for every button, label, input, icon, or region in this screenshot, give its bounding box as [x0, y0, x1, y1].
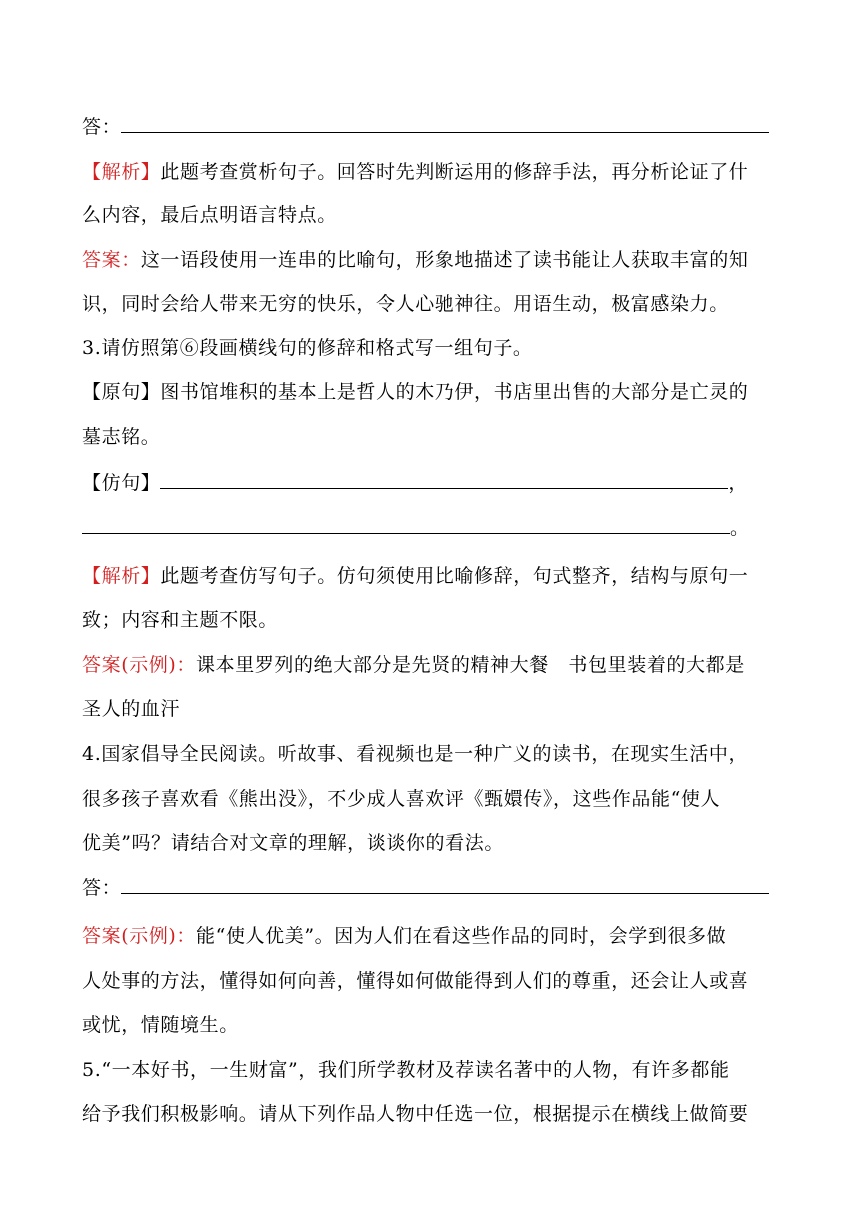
question-text: 5.“一本好书，一生财富”，我们所学教材及荐读名著中的人物，有许多都能: [82, 1059, 730, 1081]
question-text: 3.请仿照第⑥段画横线句的修辞和格式写一组句子。: [82, 337, 533, 359]
answer-key-line-1: [82, 246, 782, 274]
original-label: 【原句】: [82, 381, 161, 403]
answer-key-text: 识，同时会给人带来无穷的快乐，令人心驰神往。用语生动，极富感染力。: [82, 293, 729, 315]
analysis-label: 【解析】: [82, 565, 161, 587]
imitation-line-1: [82, 468, 782, 497]
imitation-comma: ，: [728, 472, 749, 494]
analysis-line-2: [82, 606, 782, 634]
question-5-line-2: [82, 1100, 782, 1128]
answer-key-line-1: [82, 651, 782, 679]
imitation-blank-lead: [160, 468, 178, 489]
question-text: 4.国家倡导全民阅读。听故事、看视频也是一种广义的读书，在现实生活中，: [82, 743, 749, 765]
analysis-label: 【解析】: [82, 161, 161, 183]
analysis-line-1: [82, 562, 782, 590]
answer-label: 答：: [82, 116, 122, 138]
answer-key-text: 这一语段使用一连串的比喻句，形象地描述了读书能让人获取丰富的知: [140, 249, 749, 271]
answer-blank[interactable]: [121, 112, 769, 133]
answer-key-text: 能“使人优美”。因为人们在看这些作品的同时，会学到很多做: [196, 925, 727, 947]
answer-key-label: 答案(示例)：: [82, 925, 197, 947]
question-4-line-3: [82, 829, 782, 857]
answer-key-line-2: [82, 967, 782, 995]
original-text: 图书馆堆积的基本上是哲人的木乃伊，书店里出售的大部分是亡灵的: [160, 381, 749, 403]
answer-key-text: 或忧，情随境生。: [82, 1014, 239, 1036]
original-line-2: [82, 423, 782, 451]
analysis-text: 此题考查赏析句子。回答时先判断运用的修辞手法，再分析论证了什: [160, 161, 749, 183]
original-text: 墓志铭。: [82, 426, 161, 448]
answer-key-label: 答案：: [82, 249, 141, 271]
answer-label: 答：: [82, 877, 122, 899]
question-4-line-1: [82, 740, 782, 768]
answer-key-line-1: [82, 922, 782, 950]
imitation-label: 【仿句】: [82, 472, 161, 494]
answer-line: [82, 112, 782, 141]
answer-key-text: 圣人的血汗: [82, 698, 181, 720]
analysis-line-2: [82, 201, 782, 229]
analysis-text: 么内容，最后点明语言特点。: [82, 204, 337, 226]
question-5-line-1: [82, 1056, 782, 1084]
analysis-line-1: [82, 158, 782, 186]
question-text: 很多孩子喜欢看《熊出没》，不少成人喜欢评《甄嬛传》，这些作品能“使人: [82, 788, 721, 810]
question-4-line-2: [82, 785, 782, 813]
question-text: 优美”吗？请结合对文章的理解，谈谈你的看法。: [82, 832, 504, 854]
original-line-1: [82, 378, 782, 406]
answer-key-text: 课本里罗列的绝大部分是先贤的精神大餐 书包里装着的大都是: [196, 654, 745, 676]
answer-key-label: 答案(示例)：: [82, 654, 197, 676]
imitation-blank-2[interactable]: [82, 513, 708, 534]
imitation-line-2: [82, 513, 782, 542]
answer-key-text: 人处事的方法，懂得如何向善，懂得如何做能得到人们的尊重，还会让人或喜: [82, 970, 749, 992]
answer-key-line-2: [82, 290, 782, 318]
analysis-text: 致；内容和主题不限。: [82, 609, 279, 631]
answer-blank[interactable]: [121, 873, 769, 894]
imitation-period: 。: [730, 517, 750, 539]
answer-key-line-2: [82, 695, 782, 723]
imitation-blank-tail: [708, 513, 730, 534]
question-3: [82, 334, 782, 362]
answer-line: [82, 873, 782, 902]
question-text: 给予我们积极影响。请从下列作品人物中任选一位，根据提示在横线上做简要: [82, 1103, 749, 1125]
analysis-text: 此题考查仿写句子。仿句须使用比喻修辞，句式整齐，结构与原句一: [160, 565, 749, 587]
imitation-blank-1[interactable]: [178, 468, 728, 489]
answer-key-line-3: [82, 1011, 782, 1039]
